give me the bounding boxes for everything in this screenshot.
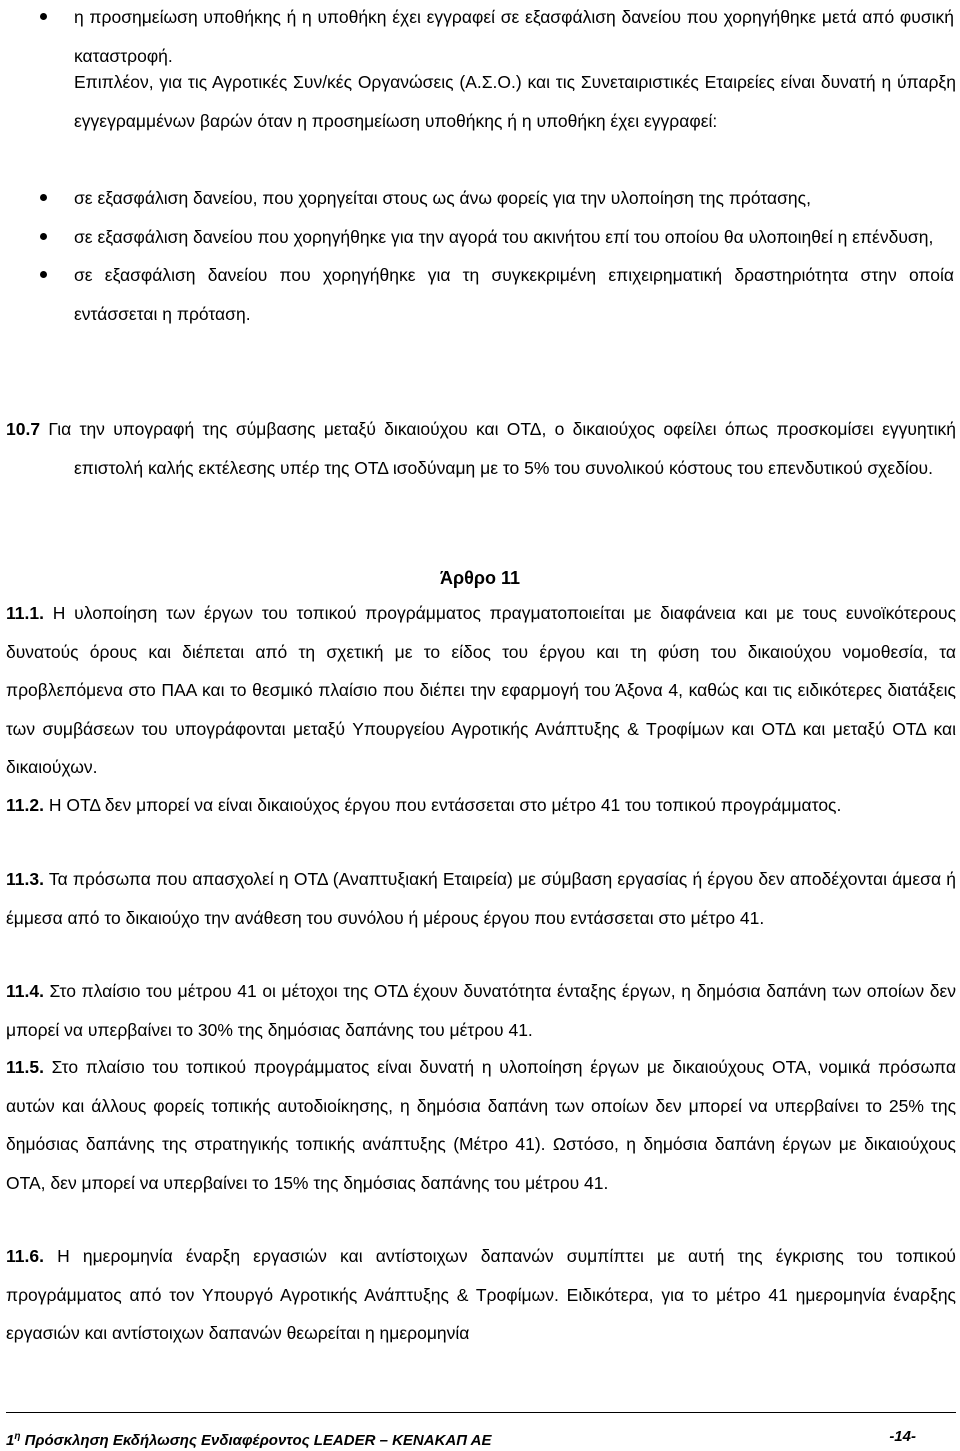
list-item-text: σε εξασφάλιση δανείου, που χορηγείται στους ως άνω φορείς για την υλοποίηση της πρότασης, <box>74 188 811 208</box>
loan-bullet-list <box>0 179 960 333</box>
article-number: 11.1. <box>6 603 44 623</box>
article-text: Η ΟΤΔ δεν μπορεί να είναι δικαιούχος έργου που εντάσσεται στο μέτρο 41 του τοπικού προγράμματος. <box>43 795 842 815</box>
paragraph-text: Για την υπογραφή της σύμβασης μεταξύ δικαιούχου και ΟΤΔ, ο δικαιούχος οφείλει όπως προσκομίσει εγγυητική επιστολή καλής εκτέλεσης υπέρ της ΟΤΔ ισοδύναμη με το 5% του συνολικού κόστους του επενδυτικού σχεδίου. <box>40 419 956 478</box>
article-number: 11.4. <box>6 981 44 1001</box>
bullet-icon <box>40 233 47 240</box>
list-item-text: σε εξασφάλιση δανείου που χορηγήθηκε για την αγορά του ακινήτου επί του οποίου θα υλοποιηθεί η επένδυση, <box>74 226 934 247</box>
article-11-1 <box>6 594 956 787</box>
page-number: -14- <box>889 1428 916 1445</box>
article-11-2 <box>6 786 956 825</box>
paragraph-10-7 <box>6 410 956 487</box>
article-11-5 <box>6 1048 956 1202</box>
list-item <box>0 179 960 218</box>
footer-divider <box>6 1412 956 1413</box>
article-number: 11.5. <box>6 1057 44 1077</box>
bullet-icon <box>40 271 47 278</box>
article-text: Στο πλαίσιο του τοπικού προγράμματος είναι δυνατή η υλοποίηση έργων με δικαιούχους ΟΤΑ, νομικά πρόσωπα αυτών και άλλους φορείς τοπικής αυτοδιοίκησης, η δημόσια δαπάνη των οποίων δεν μπορεί να υπερβαίνει το 25% της δημόσιας δαπάνης της στρατηγικής τοπικής ανάπτυξης (Μέτρο 41). Ωστόσο, η δημόσια δαπάνη έργων με δικαιούχους ΟΤΑ, δεν μπορεί να υπερβαίνει το 15% της δημόσιας δαπάνης του μέτρου 41. <box>6 1057 956 1193</box>
list-item-text: η προσημείωση υποθήκης ή η υποθήκη έχει εγγραφεί σε εξασφάλιση δανείου που χορηγήθηκε μετά από φυσική καταστροφή. <box>74 7 954 66</box>
article-11-6 <box>6 1237 956 1353</box>
article-text: Τα πρόσωπα που απασχολεί η ΟΤΔ (Αναπτυξιακή Εταιρεία) με σύμβαση εργασίας ή έργου δεν αποδέχονται άμεσα ή έμμεσα από το δικαιούχο την ανάθεση του συνόλου ή μέρους έργου που εντάσσεται στο μέτρο 41. <box>6 869 956 928</box>
footer-ordinal-suffix: η <box>14 1431 21 1442</box>
bullet-icon <box>40 13 47 20</box>
article-number: 11.6. <box>6 1246 44 1266</box>
article-11-4 <box>6 972 956 1049</box>
intro-paragraph: Επιπλέον, για τις Αγροτικές Συν/κές Οργανώσεις (Α.Σ.Ο.) και τις Συνεταιριστικές Εταιρείες είναι δυνατή η ύπαρξη εγγεγραμμένων βαρών όταν η προσημείωση υποθήκης ή η υποθήκη έχει εγγραφεί: <box>74 72 956 131</box>
footer-title: Πρόσκληση Εκδήλωσης Ενδιαφέροντος LEADER – ΚΕΝΑΚΑΠ ΑΕ <box>20 1432 492 1449</box>
bullet-icon <box>40 194 47 201</box>
article-number: 11.2. <box>6 795 44 815</box>
paragraph-number: 10.7 <box>6 419 41 439</box>
article-11-3 <box>6 860 956 937</box>
list-item-text: σε εξασφάλιση δανείου που χορηγήθηκε για τη συγκεκριμένη επιχειρηματική δραστηριότητα στην οποία εντάσσεται η πρόταση. <box>74 265 954 324</box>
list-item <box>0 218 960 257</box>
page-footer <box>6 1428 956 1450</box>
article-number: 11.3. <box>6 869 44 889</box>
article-text: Στο πλαίσιο του μέτρου 41 οι μέτοχοι της ΟΤΔ έχουν δυνατότητα ένταξης έργων, η δημόσια δαπάνη των οποίων δεν μπορεί να υπερβαίνει το 30% της δημόσιας δαπάνης του μέτρου 41. <box>6 981 956 1040</box>
footer-ordinal: 1 <box>6 1432 15 1449</box>
list-item <box>0 256 960 333</box>
article-text: Η ημερομηνία έναρξη εργασιών και αντίστοιχων δαπανών συμπίπτει με αυτή της έγκρισης του τοπικού προγράμματος από τον Υπουργό Αγροτικής Ανάπτυξης & Τροφίμων. Ειδικότερα, για το μέτρο 41 ημερομηνία έναρξης εργασιών και αντίστοιχων δαπανών θεωρείται η ημερομηνία <box>6 1246 956 1343</box>
article-text: Η υλοποίηση των έργων του τοπικού προγράμματος πραγματοποιείται με διαφάνεια και με τους ευνοϊκότερους δυνατούς όρους και διέπεται από τη σχετική με το είδος του έργου και τη φύση του δικαιούχου νομοθεσία, τα προβλεπόμενα στο ΠΑΑ και το θεσμικό πλαίσιο που διέπει την εφαρμογή του Άξονα 4, καθώς και τις ειδικότερες διατάξεις των συμβάσεων του υπογράφονται μεταξύ Υπουργείου Αγροτικής Ανάπτυξης & Τροφίμων και ΟΤΔ και μεταξύ ΟΤΔ και δικαιούχων. <box>6 603 956 777</box>
article-heading: Άρθρο 11 <box>439 568 521 588</box>
